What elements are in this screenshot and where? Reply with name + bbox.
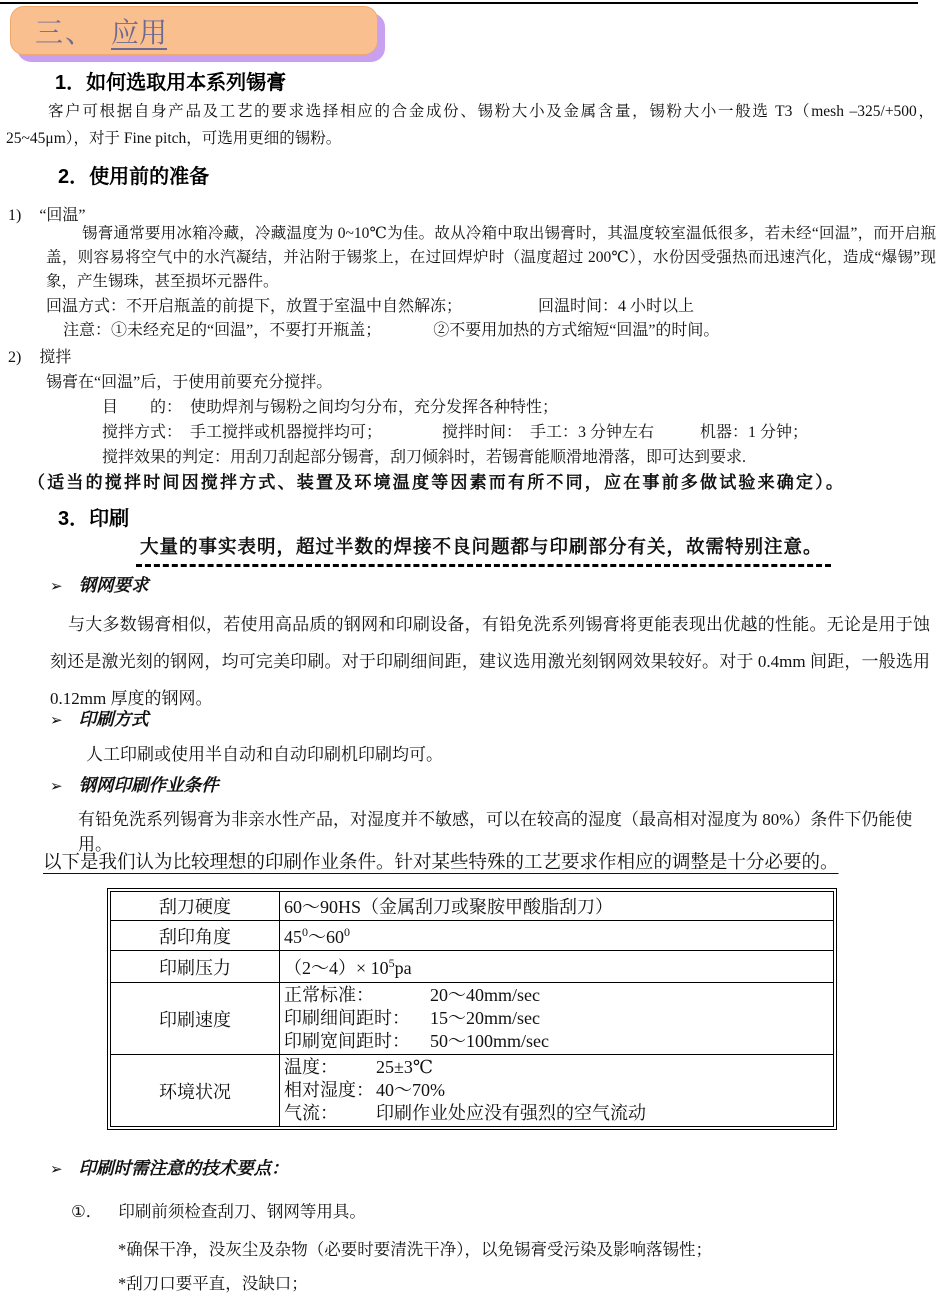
row-value: 正常标准： 20～40mm/sec 印刷细间距时： 15～20mm/sec 印刷宽间距时： 50～100mm/sec bbox=[280, 983, 834, 1055]
section-number: 三、 bbox=[35, 17, 96, 49]
row-label: 刮印角度 bbox=[111, 921, 280, 951]
row-value: 温度： 25±3℃ 相对湿度： 40～70% 气流： 印刷作业处应没有强烈的空气流动 bbox=[280, 1055, 834, 1127]
table-row-print-speed bbox=[111, 983, 834, 1055]
table-row-environment bbox=[111, 1055, 834, 1127]
row-label: 环境状况 bbox=[111, 1055, 280, 1127]
stencil-para: 与大多数锡膏相似，若使用高品质的钢网和印刷设备，有铅免洗系列锡膏将更能表现出优越的性能。无论是用于蚀刻还是激光刻的钢网，均可完美印刷。对于印刷细间距，建议选用激光刻钢网效果较好。对于 0.4mm 间距，一般选用 0.12mm 厚度的钢网。 bbox=[50, 615, 930, 708]
stir-purpose: 目 的： 使助焊剂与锡粉之间均匀分布，充分发挥各种特性； bbox=[102, 399, 559, 416]
stir-marker: 2) bbox=[8, 349, 22, 366]
rewarm-note-1: 注意：①未经充足的“回温”，不要打开瓶盖； bbox=[63, 322, 382, 339]
work-conditions-para: 有铅免洗系列锡膏为非亲水性产品，对湿度并不敏感，可以在较高的湿度（最高相对湿度为 80%）条件下仍能使用。 bbox=[78, 810, 913, 854]
section-title: 应用 bbox=[111, 17, 168, 49]
stir-time-manual: 搅拌时间： 手工：3 分钟左右 bbox=[442, 424, 655, 441]
print-conditions-table bbox=[107, 888, 837, 1130]
rewarm-marker: 1) bbox=[8, 207, 22, 224]
row-value: 60～90HS（金属刮刀或聚胺甲酸脂刮刀） bbox=[280, 892, 834, 921]
heading-printing: 3．印刷 bbox=[58, 508, 130, 530]
rewarm-method-line bbox=[46, 293, 694, 316]
table-row-squeegee-hardness bbox=[111, 892, 834, 921]
rewarm-note-2: ②不要用加热的方式缩短“回温”的时间。 bbox=[433, 322, 720, 339]
section-badge bbox=[10, 6, 378, 55]
chevron-bullet-icon: ➢ bbox=[50, 779, 63, 795]
bullet-work-conditions bbox=[50, 772, 219, 797]
bullet-stencil bbox=[50, 572, 149, 597]
stencil-title: 钢网要求 bbox=[78, 575, 149, 595]
ideal-conditions-line: 以下是我们认为比较理想的印刷作业条件。针对某些特殊的工艺要求作相应的调整是十分必要的。 bbox=[43, 853, 839, 873]
table-row-print-pressure bbox=[111, 951, 834, 983]
stir-time-machine: 机器：1 分钟； bbox=[700, 424, 809, 441]
print-mode-title: 印刷方式 bbox=[78, 709, 149, 729]
stir-item-heading bbox=[8, 344, 71, 367]
tip-item-1 bbox=[71, 1198, 366, 1222]
tip-sub-2: *刮刀口要平直，没缺口； bbox=[118, 1274, 308, 1293]
stir-method-line bbox=[102, 419, 808, 442]
bullet-print-tips bbox=[50, 1155, 289, 1180]
stir-caution: （适当的搅拌时间因搅拌方式、装置及环境温度等因素而有所不同，应在事前多做试验来确定）。 bbox=[28, 473, 846, 492]
print-notice-wrap bbox=[136, 533, 831, 567]
heading-select-paste: 1．如何选取用本系列锡膏 bbox=[55, 72, 287, 94]
stir-intro: 锡膏在“回温”后，于使用前要充分搅拌。 bbox=[46, 374, 333, 391]
chevron-bullet-icon: ➢ bbox=[50, 713, 63, 729]
stir-judge: 搅拌效果的判定：用刮刀刮起部分锡膏，刮刀倾斜时，若锡膏能顺滑地滑落，即可达到要求. bbox=[102, 449, 747, 466]
table-row-print-angle bbox=[111, 921, 834, 951]
row-value: $45^0\sim 60^0$ bbox=[280, 921, 834, 951]
heading-preparation: 2．使用前的准备 bbox=[58, 166, 210, 188]
print-mode-para: 人工印刷或使用半自动和自动印刷机印刷均可。 bbox=[86, 745, 443, 764]
stir-title: 搅拌 bbox=[39, 349, 72, 366]
row-value: （2～4）× $10^5pa$ bbox=[280, 951, 834, 983]
chevron-bullet-icon: ➢ bbox=[50, 1162, 63, 1178]
rewarm-title: “回温” bbox=[39, 207, 86, 224]
row-label: 印刷压力 bbox=[111, 951, 280, 983]
para-select-paste: 客户可根据自身产品及工艺的要求选择相应的合金成份、锡粉大小及金属含量，锡粉大小一般选 T3（mesh –325/+500，25~45μm），对于 Fine pitch，可选用更细的锡粉。 bbox=[6, 103, 934, 147]
tip-1-text: 印刷前须检查刮刀、钢网等用具。 bbox=[118, 1202, 366, 1221]
page-top-rule bbox=[0, 2, 918, 4]
chevron-bullet-icon: ➢ bbox=[50, 579, 63, 595]
row-label: 刮刀硬度 bbox=[111, 892, 280, 921]
tip-1-marker: ①． bbox=[71, 1202, 103, 1221]
row-label: 印刷速度 bbox=[111, 983, 280, 1055]
rewarm-para: 锡膏通常要用冰箱冷藏，冷藏温度为 0~10℃为佳。故从冷箱中取出锡膏时，其温度较室温低很多，若未经“回温”，而开启瓶盖，则容易将空气中的水汽凝结，并沾附于锡浆上，在过回焊炉时（温度超过 200℃），水份因受强热而迅速汽化，造成“爆锡”现象，产生锡珠，甚至损坏元器件。 bbox=[46, 225, 936, 290]
work-conditions-title: 钢网印刷作业条件 bbox=[78, 775, 219, 795]
stir-method: 搅拌方式： 手工搅拌或机器搅拌均可； bbox=[102, 424, 383, 441]
tip-sub-1: *确保干净，没灰尘及杂物（必要时要清洗干净），以免锡膏受污染及影响落锡性； bbox=[118, 1240, 712, 1259]
rewarm-method: 回温方式：不开启瓶盖的前提下，放置于室温中自然解冻； bbox=[46, 298, 463, 315]
rewarm-time: 回温时间：4 小时以上 bbox=[538, 298, 695, 315]
rewarm-note-line bbox=[63, 317, 719, 340]
print-tips-title: 印刷时需注意的技术要点： bbox=[78, 1158, 289, 1178]
print-notice: 大量的事实表明，超过半数的焊接不良问题都与印刷部分有关，故需特别注意。 bbox=[136, 533, 831, 567]
bullet-print-mode bbox=[50, 706, 149, 731]
